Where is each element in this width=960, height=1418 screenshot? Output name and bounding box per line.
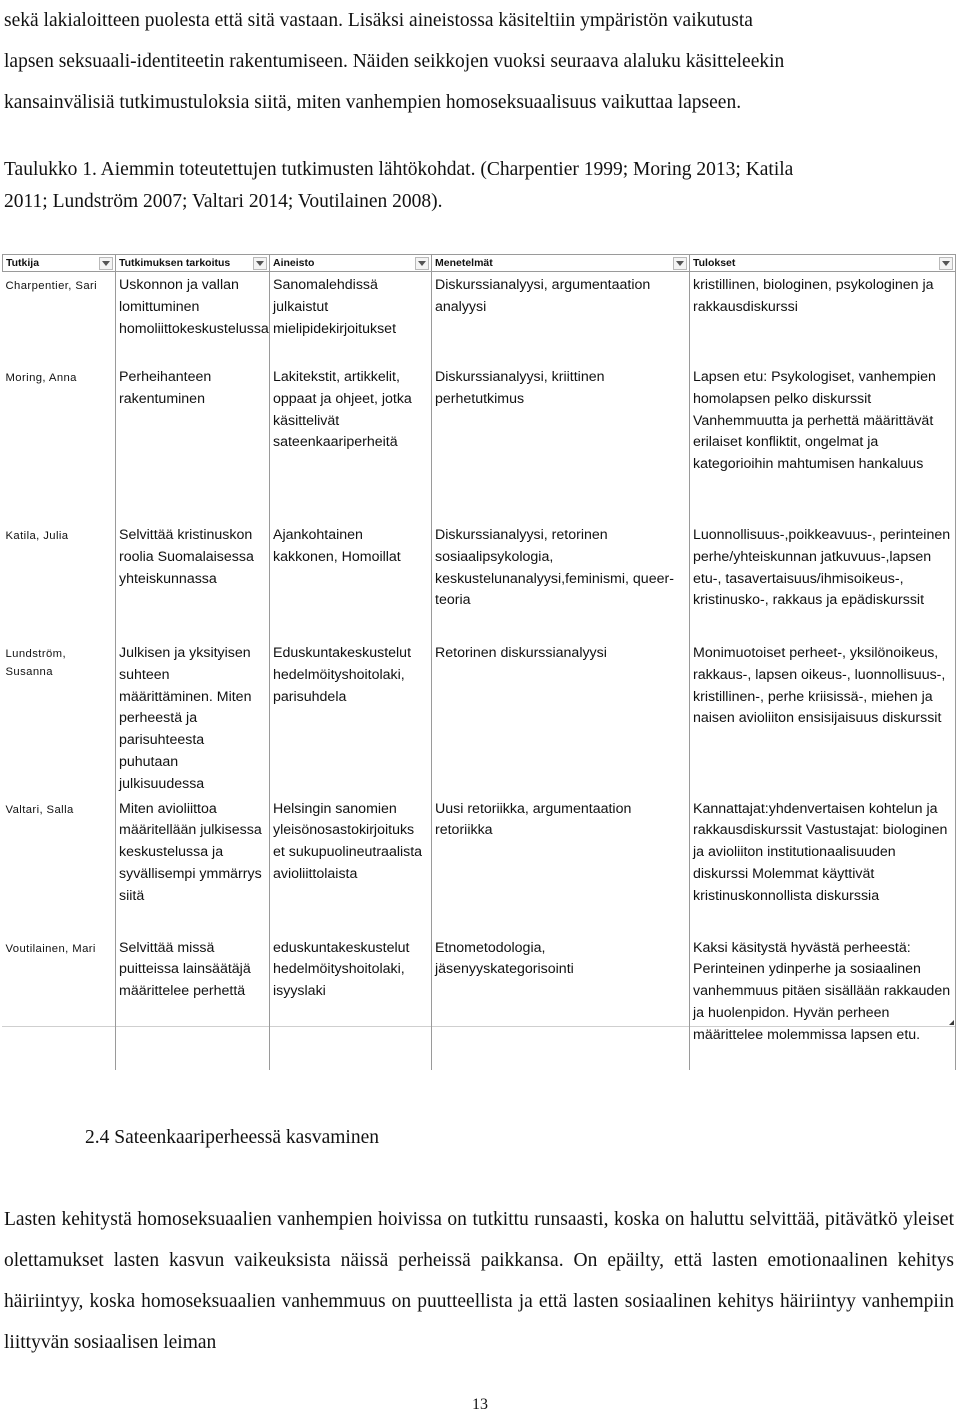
- cell-tulokset: Monimuotoiset perheet-, yksilönoikeus, rakkaus-, lapsen oikeus-, luonnollisuus-, kristillinen-, perhe kriisissä-, miehen ja naisen avioliiton ensisijaisuus diskurssit: [690, 640, 956, 796]
- cell-tarkoitus: Perheihanteen rakentuminen: [116, 364, 270, 522]
- cell-aineisto: Helsingin sanomien yleisönosastokirjoituks et sukupuolineutraalista avioliittolaista: [270, 796, 432, 935]
- cell-aineisto: Lakitekstit, artikkelit, oppaat ja ohjeet, jotka käsittelivät sateenkaariperheitä: [270, 364, 432, 522]
- cell-aineisto: Eduskuntakeskustelut hedelmöityshoitolaki, parisuhdela: [270, 640, 432, 796]
- caption-line: 2011; Lundström 2007; Valtari 2014; Voutilainen 2008).: [4, 191, 443, 212]
- header-label: Tutkimuksen tarkoitus: [119, 257, 231, 269]
- caption-line: Taulukko 1. Aiemmin toteutettujen tutkimusten lähtökohdat. (Charpentier 1999; Moring 2013; Katila: [4, 159, 794, 180]
- header-tarkoitus[interactable]: [116, 255, 270, 272]
- header-label: Aineisto: [273, 257, 315, 269]
- intro-paragraph: [4, 0, 954, 123]
- cell-tutkija: Moring, Anna: [3, 364, 116, 522]
- cell-menetelmat: Etnometodologia, jäsenyyskategorisointi: [432, 935, 690, 1070]
- cell-tulokset: Lapsen etu: Psykologiset, vanhempien homolapsen pelko diskurssit Vanhemmuutta ja perhettä määrittävät erilaiset konfliktit, ongelmat ja kategorioihin mahtumisen hankaluus: [690, 364, 956, 522]
- cell-menetelmat: Diskurssianalyysi, kriittinen perhetutkimus: [432, 364, 690, 522]
- section-heading: 2.4 Sateenkaariperheessä kasvaminen: [85, 1127, 380, 1148]
- header-menetelmat[interactable]: [432, 255, 690, 272]
- cell-menetelmat: Uusi retoriikka, argumentaation retoriikka: [432, 796, 690, 935]
- resize-handle-icon[interactable]: [949, 1020, 954, 1025]
- cell-tulokset: Kaksi käsitystä hyvästä perheestä: Perinteinen ydinperhe ja sosiaalinen vanhemmuus pitäen sisällään rakkauden ja huolenpidon. Hyvän perheen määrittelee molemmissa lapsen etu.: [690, 935, 956, 1070]
- table-row: [3, 272, 956, 365]
- cell-tulokset: Kannattajat:yhdenvertaisen kohtelun ja rakkausdiskurssit Vastustajat: biologinen ja avioliiton institutionaalisuuden diskurssi Molemmat käyttivät kristinuskonnollista diskurssia: [690, 796, 956, 935]
- table-row: [3, 796, 956, 935]
- header-tutkija[interactable]: [3, 255, 116, 272]
- filter-dropdown-icon[interactable]: [253, 257, 267, 270]
- cell-aineisto: Ajankohtainen kakkonen, Homoillat: [270, 522, 432, 640]
- cell-menetelmat: Diskurssianalyysi, retorinen sosiaalipsykologia, keskustelunanalyysi,feminismi, queer-teoria: [432, 522, 690, 640]
- filter-dropdown-icon[interactable]: [673, 257, 687, 270]
- header-label: Tutkija: [6, 257, 40, 269]
- studies-table: [2, 254, 955, 1043]
- page-number: 13: [472, 1396, 488, 1413]
- intro-line: kansainvälisiä tutkimustuloksia siitä, miten vanhempien homoseksuaalisuus vaikuttaa lapseen.: [4, 92, 742, 113]
- cell-tutkija: Lundström, Susanna: [3, 640, 116, 796]
- cell-aineisto: eduskuntakeskustelut hedelmöityshoitolaki, isyyslaki: [270, 935, 432, 1070]
- header-aineisto[interactable]: [270, 255, 432, 272]
- cell-tarkoitus: Miten avioliittoa määritellään julkisessa keskustelussa ja syvällisempi ymmärrys siitä: [116, 796, 270, 935]
- cell-aineisto: Sanomalehdissä julkaistut mielipidekirjoitukset: [270, 272, 432, 365]
- intro-line: lapsen seksuaali-identiteetin rakentumiseen. Näiden seikkojen vuoksi seuraava alaluku käsitteleekin: [4, 51, 785, 72]
- intro-line: sekä lakialoitteen puolesta että sitä vastaan. Lisäksi aineistossa käsiteltiin ympäristön vaikutusta: [4, 10, 753, 31]
- cell-tulokset: Luonnollisuus-,poikkeavuus-, perinteinen perhe/yhteiskunnan jatkuvuus-,lapsen etu-, tasavertaisuus/ihmisoikeus-, kristinusko-, rakkaus ja epädiskurssit: [690, 522, 956, 640]
- cell-tutkija: Katila, Julia: [3, 522, 116, 640]
- cell-tarkoitus: Julkisen ja yksityisen suhteen määrittäminen. Miten perheestä ja parisuhteesta puhutaan julkisuudessa: [116, 640, 270, 796]
- table-row: [3, 364, 956, 522]
- table-caption: [4, 154, 954, 218]
- cell-tarkoitus: Selvittää kristinuskon roolia Suomalaisessa yhteiskunnassa: [116, 522, 270, 640]
- cell-tulokset: kristillinen, biologinen, psykologinen ja rakkausdiskurssi: [690, 272, 956, 365]
- cell-tarkoitus: Selvittää missä puitteissa lainsäätäjä määrittelee perhettä: [116, 935, 270, 1070]
- header-label: Menetelmät: [435, 257, 493, 269]
- table-row: [3, 935, 956, 1070]
- table-row: [3, 522, 956, 640]
- cell-tutkija: Valtari, Salla: [3, 796, 116, 935]
- cell-tarkoitus: Uskonnon ja vallan lomittuminen homoliittokeskustelussa: [116, 272, 270, 365]
- header-label: Tulokset: [693, 257, 736, 269]
- header-tulokset[interactable]: [690, 255, 956, 272]
- cell-menetelmat: Diskurssianalyysi, argumentaation analyysi: [432, 272, 690, 365]
- table-row: [3, 640, 956, 796]
- filter-dropdown-icon[interactable]: [99, 257, 113, 270]
- table-header-row: [3, 255, 956, 272]
- filter-dropdown-icon[interactable]: [939, 257, 953, 270]
- filter-dropdown-icon[interactable]: [415, 257, 429, 270]
- cell-tutkija: Voutilainen, Mari: [3, 935, 116, 1070]
- cell-menetelmat: Retorinen diskurssianalyysi: [432, 640, 690, 796]
- body-paragraph: Lasten kehitystä homoseksuaalien vanhempien hoivissa on tutkittu runsaasti, koska on haluttu selvittää, pitävätkö yleiset olettamukset lasten kasvun vaikeuksista näissä perheissä paikkansa. On epäilty, että lasten emotionaalinen kehitys häiriintyy, koska homoseksuaalien vanhemmuus on puutteellista ja että lasten sosiaalinen kehitys häiriintyy vanhempiin liittyvän sosiaalisen leiman: [4, 1209, 954, 1353]
- cell-tutkija: Charpentier, Sari: [3, 272, 116, 365]
